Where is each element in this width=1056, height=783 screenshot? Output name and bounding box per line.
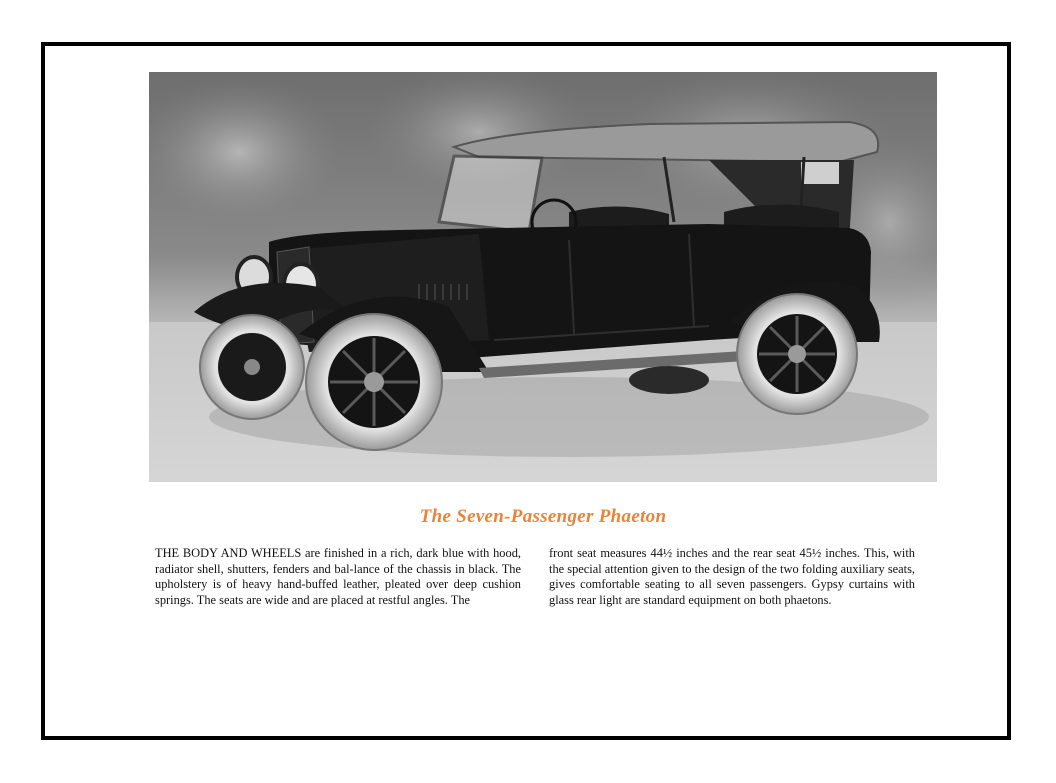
body-text-left-column: THE BODY AND WHEELS are finished in a rich, dark blue with hood, radiator shell, shutters, fenders and bal-lance of the chassis in black. The upholstery is of heavy hand-buffed leather, pleated over deep cushion springs. The seats are wide and are placed at restful angles. The <box>155 546 521 607</box>
photo-caption: The Seven-Passenger Phaeton <box>419 506 667 527</box>
car-photograph <box>149 72 937 482</box>
body-text-right-column: front seat measures 44½ inches and the rear seat 45½ inches. This, with the special attention given to the design of the two folding auxiliary seats, gives comfortable seating to all seven passengers. Gypsy curtains with glass rear light are standard equipment on both phaetons. <box>549 546 915 607</box>
